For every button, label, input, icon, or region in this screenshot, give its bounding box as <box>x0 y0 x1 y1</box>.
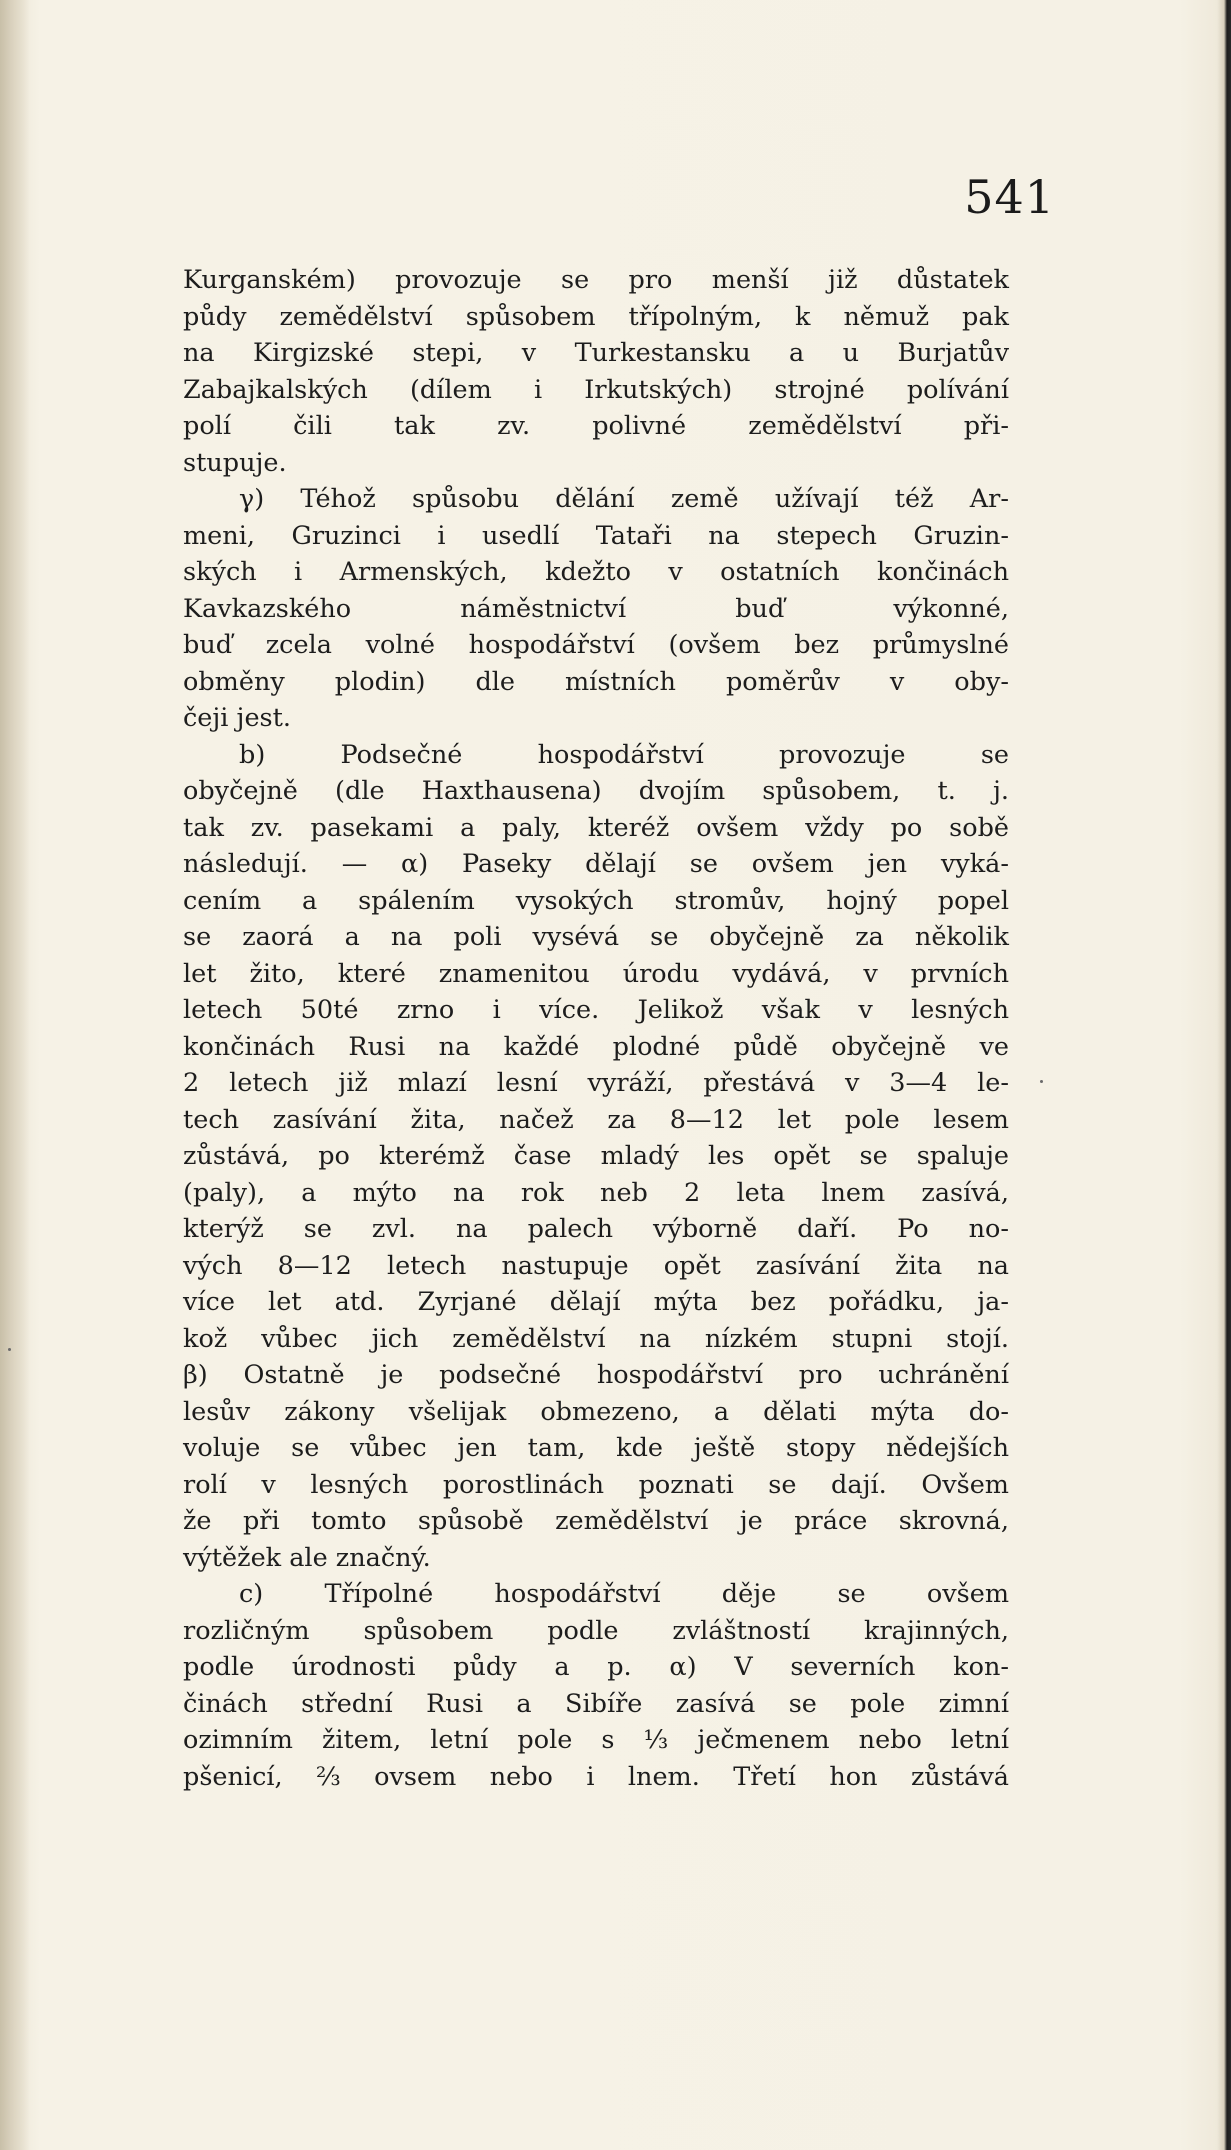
text-line: pšenicí, ⅔ ovsem nebo i lnem. Třetí hon zůstává <box>183 1761 1009 1792</box>
text-line: meni, Gruzinci i usedlí Tataři na stepech Gruzin- <box>183 520 1009 551</box>
text-line: let žito, které znamenitou úrodu vydává, v prvních <box>183 958 1009 989</box>
page-number: 541 <box>964 170 1055 224</box>
text-line: ozimním žitem, letní pole s ⅓ ječmenem nebo letní <box>183 1725 1009 1755</box>
text-line: letech 50té zrno i více. Jelikož však v lesných <box>183 995 1009 1025</box>
text-line: Kavkazského náměstnictví buď výkonné, <box>183 593 1009 624</box>
text-line: na Kirgizské stepi, v Turkestansku a u Burjatův <box>183 338 1009 368</box>
text-line: ských i Armenských, kdežto v ostatních končinách <box>183 557 1009 587</box>
text-line: buď zcela volné hospodářství (ovšem bez průmyslné <box>183 630 1009 660</box>
text-line: voluje se vůbec jen tam, kde ještě stopy nědejších <box>183 1433 1009 1463</box>
text-line: rolí v lesných porostlinách poznati se dají. Ovšem <box>183 1469 1009 1500</box>
text-line: činách střední Rusi a Sibíře zasívá se pole zimní <box>183 1688 1009 1719</box>
text-line: tak zv. pasekami a paly, kteréž ovšem vždy po sobě <box>183 812 1009 843</box>
text-line: b) Podsečné hospodářství provozuje se <box>239 739 1009 770</box>
text-line: Kurganském) provozuje se pro menší již důstatek <box>183 265 1009 295</box>
text-line: β) Ostatně je podsečné hospodářství pro uchránění <box>183 1360 1009 1390</box>
text-line: podle úrodnosti půdy a p. α) V severních kon- <box>183 1652 1009 1682</box>
text-line: se zaorá a na poli vysévá se obyčejně za několik <box>183 922 1009 952</box>
speck <box>1040 1080 1043 1083</box>
text-line: obměny plodin) dle místních poměrův v oby- <box>183 666 1009 697</box>
body-text <box>183 262 1009 1795</box>
text-line: Zabajkalských (dílem i Irkutských) strojné polívání <box>183 374 1009 405</box>
text-line: končinách Rusi na každé plodné půdě obyčejně ve <box>183 1031 1009 1062</box>
text-line: 2 letech již mlazí lesní vyráží, přestává v 3—4 le- <box>183 1068 1009 1098</box>
text-line: c) Třípolné hospodářství děje se ovšem <box>239 1579 1009 1609</box>
text-line: lesův zákony všelijak obmezeno, a dělati mýta do- <box>183 1396 1009 1427</box>
text-line: že při tomto spůsobě zemědělství je práce skrovná, <box>183 1506 1009 1536</box>
text-line: (paly), a mýto na rok neb 2 leta lnem zasívá, <box>183 1177 1009 1208</box>
text-line: kož vůbec jich zemědělství na nízkém stupni stojí. <box>183 1323 1009 1354</box>
text-line: více let atd. Zyrjané dělají mýta bez pořádku, ja- <box>183 1287 1009 1317</box>
text-line: zůstává, po kterémž čase mladý les opět se spaluje <box>183 1141 1009 1171</box>
text-line: obyčejně (dle Haxthausena) dvojím spůsobem, t. j. <box>183 776 1009 806</box>
text-line: kterýž se zvl. na palech výborně daří. Po no- <box>183 1214 1009 1244</box>
text-line: rozličným spůsobem podle zvláštností krajinných, <box>183 1615 1009 1646</box>
text-line: cením a spálením vysokých stromův, hojný popel <box>183 885 1009 916</box>
page-edge <box>1217 0 1231 2150</box>
text-line: následují. — α) Paseky dělají se ovšem jen vyká- <box>183 849 1009 879</box>
text-line: tech zasívání žita, načež za 8—12 let pole lesem <box>183 1104 1009 1135</box>
text-line: výtěžek ale značný. <box>183 1542 431 1573</box>
text-line: stupuje. <box>183 447 287 478</box>
text-line: vých 8—12 letech nastupuje opět zasívání žita na <box>183 1250 1009 1281</box>
text-line: γ) Téhož spůsobu dělání země užívají též Ar- <box>239 484 1009 514</box>
text-line: půdy zemědělství spůsobem třípolným, k němuž pak <box>183 301 1009 332</box>
text-line: čeji jest. <box>183 703 291 733</box>
binding-shadow <box>0 0 30 2150</box>
speck <box>8 1348 11 1351</box>
text-line: polí čili tak zv. polivné zemědělství při- <box>183 411 1009 441</box>
